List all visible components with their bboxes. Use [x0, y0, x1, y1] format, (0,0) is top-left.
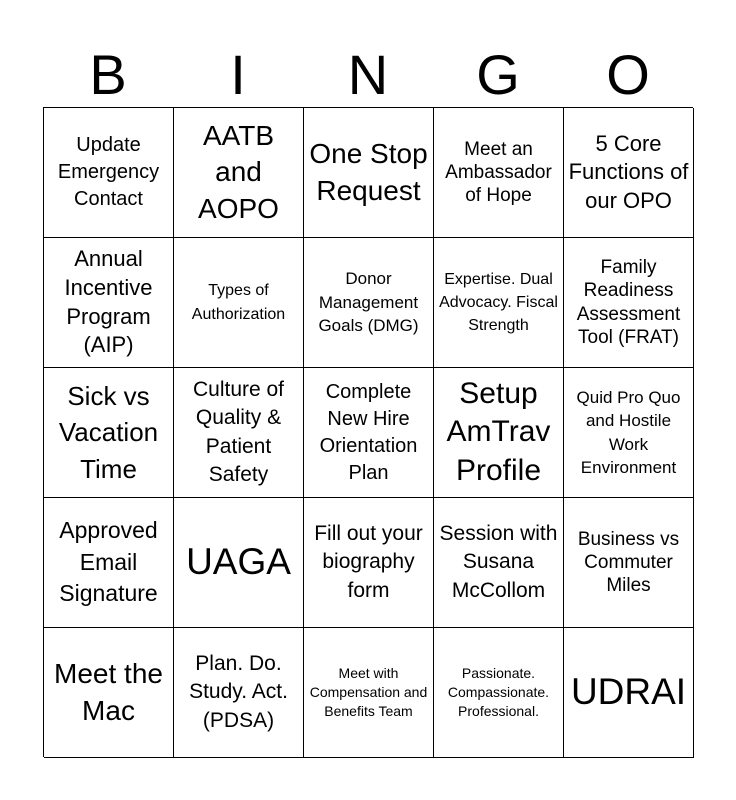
cell-text: One Stop Request: [309, 138, 428, 206]
bingo-cell-r3c3[interactable]: [304, 368, 434, 498]
cell-text: Fill out your biography form: [314, 521, 423, 602]
header-letter-b: B: [89, 43, 127, 106]
bingo-cell-r3c1[interactable]: [44, 368, 174, 498]
bingo-cell-r1c1[interactable]: [44, 108, 174, 238]
cell-text: Family Readiness Assessment Tool (FRAT): [576, 257, 681, 348]
cell-text: Types of Authorization: [191, 282, 286, 323]
cell-text: Update Emergency Contact: [57, 134, 160, 210]
bingo-cell-r4c4[interactable]: [434, 498, 564, 628]
bingo-cell-r2c3[interactable]: [304, 238, 434, 368]
bingo-cell-r1c5[interactable]: [564, 108, 694, 238]
bingo-cell-r5c5[interactable]: [564, 628, 694, 758]
cell-text: Donor Management Goals (DMG): [318, 269, 419, 336]
cell-text: Approved Email Signature: [59, 516, 158, 607]
cell-text: Plan. Do. Study. Act. (PDSA): [189, 651, 288, 732]
cell-text: Meet with Compensation and Benefits Team: [309, 664, 428, 720]
bingo-cell-r4c2[interactable]: [174, 498, 304, 628]
bingo-cell-r2c5[interactable]: [564, 238, 694, 368]
cell-text: UAGA: [186, 541, 291, 583]
bingo-cell-r2c4[interactable]: [434, 238, 564, 368]
cell-text: 5 Core Functions of our OPO: [568, 130, 689, 213]
bingo-cell-r1c2[interactable]: [174, 108, 304, 238]
bingo-cell-r3c5[interactable]: [564, 368, 694, 498]
bingo-cell-r3c2[interactable]: [174, 368, 304, 498]
cell-text: Session with Susana McCollom: [439, 521, 558, 602]
cell-text: Business vs Commuter Miles: [577, 528, 680, 597]
cell-text: Annual Incentive Program (AIP): [64, 246, 153, 358]
bingo-cell-r2c2[interactable]: [174, 238, 304, 368]
header-letter-o: O: [606, 43, 650, 106]
cell-text: Meet an Ambassador of Hope: [445, 138, 552, 207]
bingo-cell-r4c5[interactable]: [564, 498, 694, 628]
bingo-cell-r2c1[interactable]: [44, 238, 174, 368]
cell-text: UDRAI: [570, 671, 687, 713]
cell-text: Expertise. Dual Advocacy. Fiscal Strength: [439, 270, 558, 335]
bingo-cell-r5c3[interactable]: [304, 628, 434, 758]
cell-text: Sick vs Vacation Time: [58, 380, 159, 484]
header-letter-n: N: [347, 43, 389, 106]
bingo-board: [43, 107, 693, 757]
cell-text: Complete New Hire Orientation Plan: [319, 380, 418, 484]
cell-text: Passionate. Compassionate. Professional.: [447, 664, 550, 720]
bingo-cell-r1c3[interactable]: [304, 108, 434, 238]
bingo-cell-r1c4[interactable]: [434, 108, 564, 238]
cell-text: Meet the Mac: [54, 658, 163, 726]
header-letter-g: G: [476, 43, 520, 106]
bingo-cell-r5c1[interactable]: [44, 628, 174, 758]
bingo-cell-r5c2[interactable]: [174, 628, 304, 758]
bingo-header: [43, 42, 693, 108]
cell-text: Culture of Quality & Patient Safety: [192, 377, 285, 486]
bingo-cell-r4c3[interactable]: [304, 498, 434, 628]
cell-text: Quid Pro Quo and Hostile Work Environment: [576, 387, 681, 477]
cell-text: Setup AmTrav Profile: [446, 376, 551, 487]
bingo-cell-r5c4[interactable]: [434, 628, 564, 758]
cell-text: AATB and AOPO: [198, 119, 279, 224]
bingo-cell-r3c4[interactable]: [434, 368, 564, 498]
bingo-cell-r4c1[interactable]: [44, 498, 174, 628]
header-letter-i: I: [230, 43, 246, 106]
